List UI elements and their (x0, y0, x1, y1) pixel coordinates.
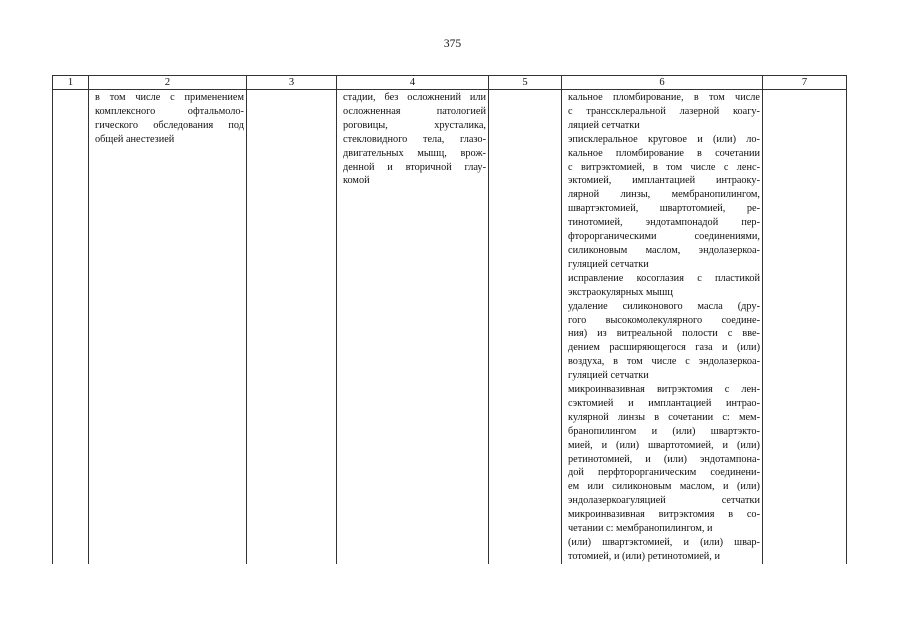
text-line: тинотомией, эндотампонадой пер- (568, 217, 760, 229)
text-line: с транссклеральной лазерной коагу- (568, 105, 760, 117)
text-line: воздуха, в том числе с эндолазеркоа- (568, 356, 760, 368)
header-col-1: 1 (53, 76, 89, 90)
cell-col-1 (53, 90, 89, 564)
text-line: стадии, без осложнений или (343, 92, 486, 103)
text-line: двигательных мышц, врож- (343, 147, 486, 159)
procedures-table (52, 75, 847, 564)
text-line: микроинвазивная витрэктомия в со- (568, 509, 760, 521)
header-row (53, 76, 847, 90)
text-line: стекловидного тела, глазо- (343, 133, 486, 145)
cell-col-4-diagnosis (337, 90, 489, 564)
cell-col-2-patient-model (89, 90, 247, 564)
text-line: фторорганическими соединениями, (568, 231, 760, 243)
text-line: ем или силиконовым маслом, и (или) (568, 481, 760, 493)
cell-col-3 (247, 90, 337, 564)
text-line: ретинотомией, и (или) эндотампона- (568, 453, 760, 465)
header-col-4: 4 (337, 76, 489, 90)
text-line: силиконовым маслом, эндолазеркоа- (568, 244, 760, 256)
text-line: ляцией сетчатки (568, 119, 640, 131)
text-line: комплексного офтальмоло- (95, 105, 244, 117)
text-line: дой перфторорганическим соединени- (568, 467, 760, 479)
text-line: комой (343, 175, 370, 187)
text-line: четании с: мембранопилингом, и (568, 523, 713, 535)
text-line: исправление косоглазия с пластикой (568, 272, 760, 284)
text-line: удаление силиконового масла (дру- (568, 300, 760, 312)
text-line: бранопилингом и (или) швартэкто- (568, 425, 760, 437)
header-col-2: 2 (89, 76, 247, 90)
header-col-7: 7 (763, 76, 847, 90)
text-line: гого высокомолекулярного соедине- (568, 314, 760, 326)
text-line: в том числе с применением (95, 92, 244, 103)
text-line: кальное пломбирование в сочетании (568, 147, 760, 159)
header-col-3: 3 (247, 76, 337, 90)
text-line: экстраокулярных мышц (568, 286, 673, 298)
text-line: гуляцией сетчатки (568, 258, 649, 270)
text-line: осложненная патологией (343, 105, 486, 117)
text-line: сэктомией и имплантацией интрао- (568, 397, 760, 409)
cell-col-6-treatment-methods (562, 90, 763, 564)
text-line: ния) из витреальной полости с вве- (568, 328, 760, 340)
text-line: эктомией, имплантацией интраоку- (568, 175, 760, 187)
cell-col-7 (763, 90, 847, 564)
text-line: тотомией, и (или) ретинотомией, и (568, 550, 720, 562)
text-line: лярной линзы, мембранопилингом, (568, 189, 760, 201)
text-line: швартэктомией, швартотомией, ре- (568, 203, 760, 215)
text-line: гического обследования под (95, 119, 244, 131)
page-number: 375 (443, 38, 462, 50)
table-row (53, 90, 847, 564)
text-line: (или) швартэктомией, и (или) швар- (568, 537, 760, 548)
text-line: с витрэктомией, в том числе с ленс- (568, 161, 760, 173)
text-line: общей анестезией (95, 133, 175, 145)
text-line: эписклеральное круговое и (или) ло- (568, 133, 760, 145)
text-line: кулярной линзы в сочетании с: мем- (568, 411, 760, 423)
text-line: денной и вторичной глау- (343, 161, 486, 173)
cell-col-5 (489, 90, 562, 564)
text-line: дением расширяющегося газа и (или) (568, 342, 760, 354)
text-line: эндолазеркоагуляцией сетчатки (568, 495, 760, 507)
text-line: мией, и (или) швартотомией, и (или) (568, 439, 760, 451)
header-col-6: 6 (562, 76, 763, 90)
header-col-5: 5 (489, 76, 562, 90)
text-line: роговицы, хрусталика, (343, 119, 486, 131)
text-line: микроинвазивная витрэктомия с лен- (568, 384, 760, 396)
text-line: кальное пломбирование, в том числе (568, 92, 760, 103)
text-line: гуляцией сетчатки (568, 370, 649, 382)
